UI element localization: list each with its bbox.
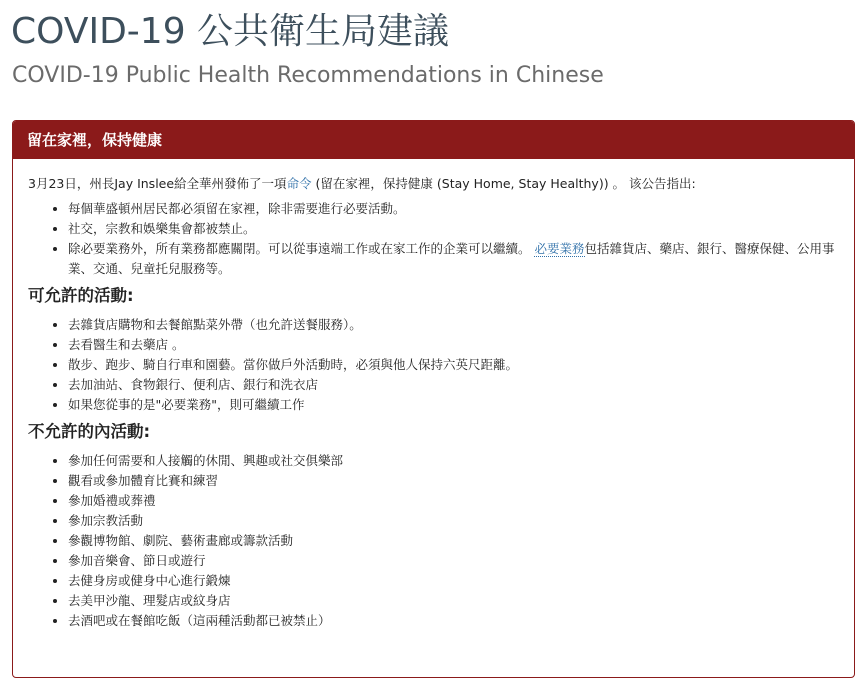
- order-points-list: [28, 199, 840, 279]
- allowed-list: [28, 315, 840, 415]
- list-item: • 去美甲沙龍、理髮店或紋身店: [68, 591, 840, 611]
- essential-business-link[interactable]: 必要業務: [534, 241, 585, 256]
- list-item: • 如果您從事的是"必要業務"，則可繼續工作: [68, 395, 840, 415]
- intro-text-before: 3月23日，州長Jay Inslee給全華州發佈了一項: [28, 176, 287, 191]
- list-item: [68, 239, 840, 279]
- list-item: • 參加音樂會、節日或遊行: [68, 551, 840, 571]
- essential-text-after: 包括雜貨店、藥店、銀行、醫療保健、公用事業、交通、兒童托兒服務等。: [68, 241, 835, 276]
- list-item: • 去酒吧或在餐館吃飯（這兩種活動都已被禁止）: [68, 611, 840, 631]
- list-item: • 去加油站、食物銀行、便利店、銀行和洗衣店: [68, 375, 840, 395]
- intro-paragraph: [28, 174, 840, 194]
- allowed-heading: 可允許的活動:: [28, 286, 134, 305]
- essential-text-before: 除必要業務外，所有業務都應關閉。可以從事遠端工作或在家工作的企業可以繼續。: [68, 241, 535, 256]
- page-title: COVID-19 公共衛生局建議: [11, 11, 450, 52]
- list-item: • 散步、跑步、騎自行車和園藝。當你做戶外活動時，必須與他人保持六英尺距離。: [68, 355, 840, 375]
- list-item: • 去健身房或健身中心進行鍛煉: [68, 571, 840, 591]
- order-link[interactable]: 命令: [286, 176, 312, 191]
- not-allowed-heading: 不允許的內活動:: [28, 422, 151, 441]
- list-item: • 參觀博物館、劇院、藝術畫廊或籌款活動: [68, 531, 840, 551]
- panel-body: [13, 159, 854, 631]
- stay-home-panel: [12, 120, 855, 678]
- page-subtitle: COVID-19 Public Health Recommendations in Chinese: [12, 63, 604, 88]
- list-item: • 參加任何需要和人接觸的休閒、興趣或社交俱樂部: [68, 451, 840, 471]
- list-item: • 社交，宗教和娛樂集會都被禁止。: [68, 219, 840, 239]
- not-allowed-list: [28, 451, 840, 631]
- list-item: • 參加宗教活動: [68, 511, 840, 531]
- list-item: • 每個華盛頓州居民都必須留在家裡，除非需要進行必要活動。: [68, 199, 840, 219]
- intro-text-after: (留在家裡，保持健康 (Stay Home, Stay Healthy)) 。 该公告指出:: [311, 176, 696, 191]
- list-item: • 去看醫生和去藥店 。: [68, 335, 840, 355]
- list-item: • 去雜貨店購物和去餐館點菜外帶（也允許送餐服務）。: [68, 315, 840, 335]
- panel-heading: 留在家裡，保持健康: [13, 121, 854, 159]
- list-item: • 觀看或參加體育比賽和練習: [68, 471, 840, 491]
- list-item: • 參加婚禮或葬禮: [68, 491, 840, 511]
